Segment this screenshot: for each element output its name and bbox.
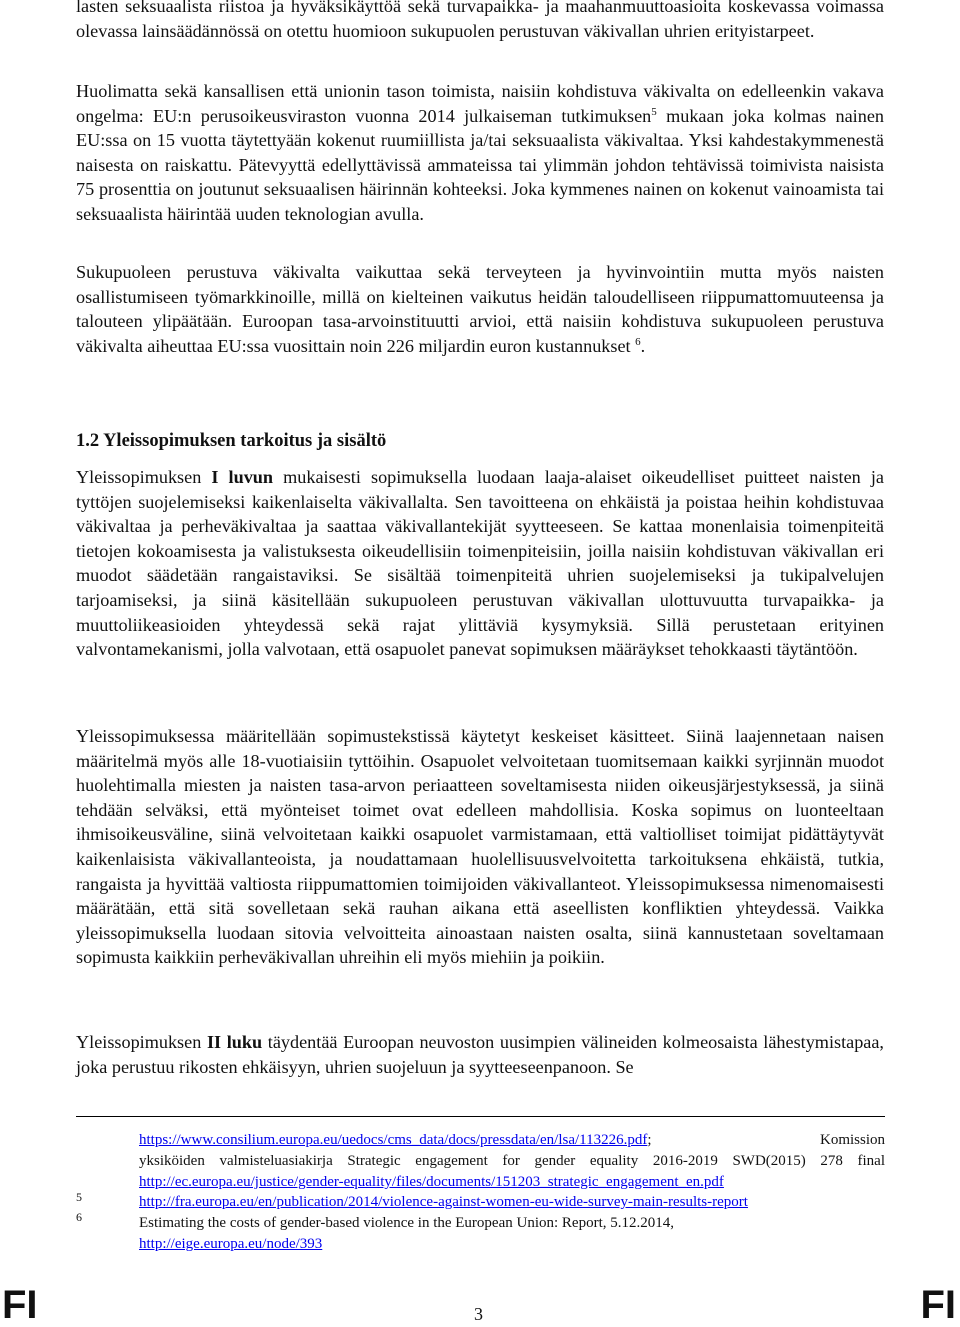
paragraph-definitions: Yleissopimuksessa määritellään sopimustekstissä käytetyt keskeiset käsitteet. Siinä laajennetaan naisen määritelmä myös alle 18-vuotiaisiin tyttöihin. Osapuolet velvoitetaan tuomitsemaan kaikki syrjinnän muodot huolehtimalla miesten ja naisten tasa-arvon periaatteen soveltamisesta niiden oikeusjärjestyksessä, ja siinä tehdään selväksi, että myönteiset toimet ovat edelleen mahdollisia. Koska sopimus on luonteeltaan ihmisoikeusväline, siinä velvoitetaan kaikki osapuolet varmistamaan, että valtiolliset toimijat pidättäytyvät kaikenlaisista väkivallanteoista, ja noudattamaan huolellisuusvelvoitetta tarkoituksena ehkäistä, tutkia, rangaista ja hyvittää valtiosta riippumattomien toimijoiden väkivallanteot. Yleissopimuksessa nimenomaisesti määrätään, että sitä sovelletaan sekä rauhan aikana että aseellisten konfliktien yhteydessä. Vaikka yleissopimuksella luodaan sitovia velvoitteita ainoastaan naisten osalta, siinä kannustetaan soveltamaan sopimusta kaikkiin perheväkivallan uhreihin eli myös miehiin ja poikiin. [76,726,884,968]
para3-text-a: Yleissopimuksen [76,467,212,487]
language-code-left: FI [2,1283,38,1327]
footnote-5 [139,1192,885,1213]
para2-text-b: . [640,335,646,356]
footnote-link-fra[interactable]: http://fra.europa.eu/en/publication/2014/violence-against-women-eu-wide-survey-main-results-report [139,1194,748,1210]
paragraph-violence-statistics [76,79,884,227]
footnote-separator [76,1116,885,1117]
section-heading: 1.2 Yleissopimuksen tarkoitus ja sisältö [76,431,387,451]
footnote-ref-5[interactable]: 5 [651,105,657,118]
footnote-number-5: 5 [76,1190,82,1204]
para3-bold-chapter: I luvun [211,467,274,487]
paragraph-chapter-i [76,465,884,662]
para5-bold-chapter: II luku [206,1032,263,1052]
footnote-link-ec[interactable]: http://ec.europa.eu/justice/gender-equality/files/documents/151203_strategic_engagement_en.pdf [139,1174,724,1190]
language-code-right: FI [920,1283,956,1327]
paragraph-economic-impact [76,260,884,358]
intro-text: lasten seksuaalista riistoa ja hyväksikäyttöä sekä turvapaikka- ja maahanmuuttoasioita koskevassa voimassa olevassa lainsäädännössä on otettu huomioon sukupuolen perustuvan väkivallan uhrien erityistarpeet. [76,0,884,41]
footnote-komissio: Komission [819,1132,885,1148]
footnote-6-text: Estimating the costs of gender-based violence in the European Union: Report, 5.12.2014, [139,1215,674,1231]
para1-text-a: Huolimatta sekä kansallisen että unionin tason toimista, naisiin kohdistuva väkivalta on edelleenkin vakava ongelma: EU:n perusoikeusviraston vuonna 2014 julkaiseman tutkimuksen [76,81,884,126]
footnote-continuation-text [139,1151,885,1193]
footnote-ref-6[interactable]: 6 [635,335,641,348]
footnote-semicolon: ; [647,1132,652,1148]
para5-text-a: Yleissopimuksen [76,1032,207,1052]
footnote-link-eige[interactable]: http://eige.europa.eu/node/393 [139,1236,323,1252]
footnote-link-consilium[interactable]: https://www.consilium.europa.eu/uedocs/cms_data/docs/pressdata/en/lsa/113226.pdf [139,1132,648,1148]
footnote-6 [139,1213,885,1255]
para5-text-b: täydentää Euroopan neuvoston uusimpien välineiden kolmeosaista lähestymistapaa, joka perustuu rikosten ehkäisyyn, uhrien suojeluun ja syytteeseenpanoon. Se [76,1032,884,1077]
page-number: 3 [474,1304,483,1324]
para1-text-b: mukaan joka kolmas nainen EU:ssa on 15 vuotta täytettyään kokenut ruumiillista ja/tai seksuaalista väkivaltaa. Yksi kahdestakymmenestä naisesta on raiskattu. Pätevyyttä edellyttävissä ammateissa tai ylimmän johdon tehtävissä toimivista naisista 75 prosenttia on joutunut seksuaalisen häirinnän kohteeksi. Joka kymmenes nainen on kokenut vainoamista tai seksuaalista häirintää uuden teknologian avulla. [76,105,884,224]
footnote-continuation-line1 [139,1130,885,1151]
footnote-number-6: 6 [76,1210,82,1224]
para2-text-a: Sukupuoleen perustuva väkivalta vaikuttaa sekä terveyteen ja hyvinvointiin mutta myös naisten osallistumiseen työmarkkinoille, millä on kielteinen vaikutus heidän taloudelliseen riippumattomuuteensa ja talouteen ylipäätään. Euroopan tasa-arvoinstituutti arvioi, että naisiin kohdistuva sukupuoleen perustuva väkivalta aiheuttaa EU:ssa vuosittain noin 226 miljardin euron kustannukset [76,262,884,356]
footnote-continuation-body: yksiköiden valmisteluasiakirja Strategic engagement for gender equality 2016-2019 SWD(2015) 278 final [139,1153,885,1169]
para3-text-b: mukaisesti sopimuksella luodaan laaja-alaiset oikeudelliset puitteet naisten ja tyttöjen suojelemiseksi kaikenlaiselta väkivallalta. Sen tavoitteena on ehkäistä ja poistaa heihin kohdistuvaa väkivaltaa ja perheväkivaltaa ja saattaa väkivallantekijät syytteeseen. Se kattaa monenlaisia toimenpiteitä tietojen kokoamisesta ja valistuksesta oikeudellisiin toimenpiteisiin, joilla naisiin kohdistuvan väkivallan eri muodot säädetään rangaistaviksi. Se sisältää toimenpiteitä uhrien suojelemiseksi ja tukipalvelujen tarjoamiseksi, ja siinä käsitellään sukupuoleen perustuvan väkivallan ulottuvuutta turvapaikka- ja muuttoliikeasioiden yhteydessä sekä rajat ylittäviä kysymyksiä. Sillä perustetaan erityinen valvontamekanismi, jolla valvotaan, että osapuolet panevat sopimuksen määräykset tehokkaasti täytäntöön. [76,467,884,660]
intro-paragraph [76,0,884,43]
paragraph-chapter-ii [76,1030,884,1079]
